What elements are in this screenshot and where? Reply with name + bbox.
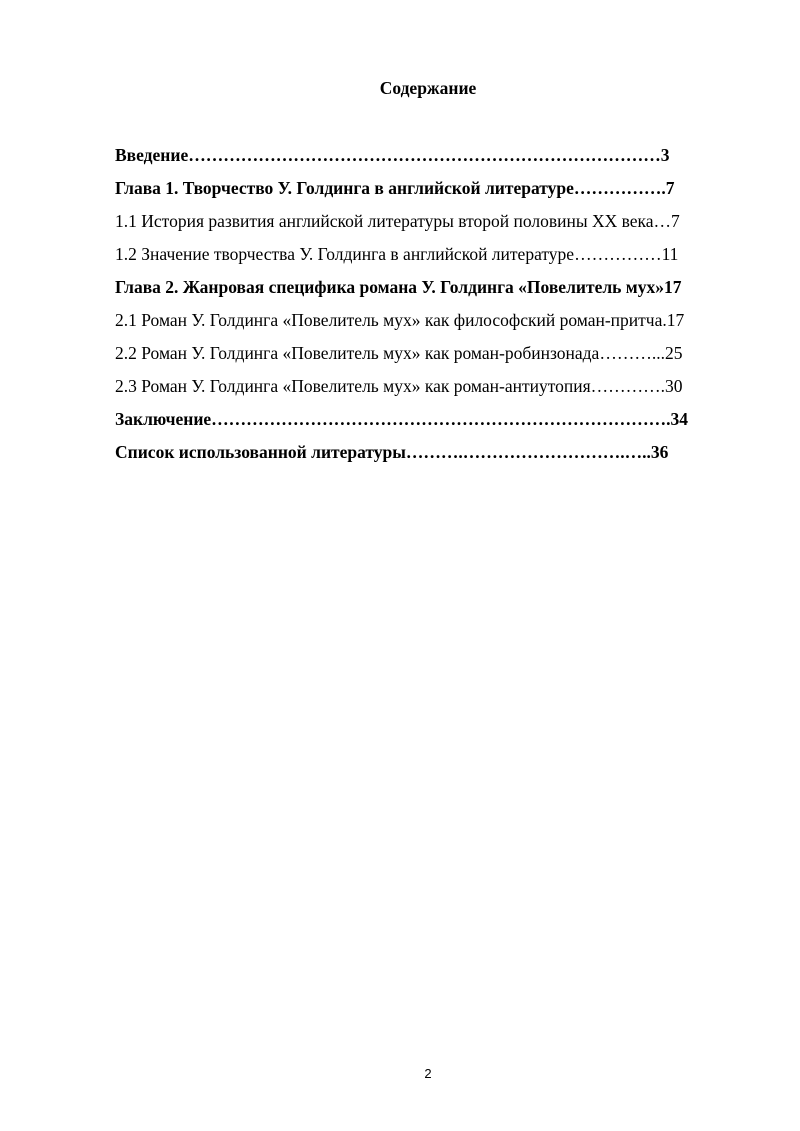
toc-entry-section-1-2[interactable]: 1.2 Значение творчества У. Голдинга в английской литературе……………11	[115, 244, 679, 264]
toc-entry-section-1-1[interactable]: 1.1 История развития английской литературы второй половины XX века…7	[115, 211, 680, 231]
toc-entry-chapter-2[interactable]: Глава 2. Жанровая специфика романа У. Голдинга «Повелитель мух»17	[115, 277, 682, 297]
toc-entry-introduction[interactable]: Введение………………………………………………………………………3	[115, 145, 670, 165]
toc-entry-section-2-2[interactable]: 2.2 Роман У. Голдинга «Повелитель мух» как роман-робинзонада………...25	[115, 343, 683, 363]
page-number: 2	[424, 1066, 432, 1081]
page-title: Содержание	[379, 78, 477, 98]
toc-entry-section-2-3[interactable]: 2.3 Роман У. Голдинга «Повелитель мух» как роман-антиутопия………….30	[115, 376, 683, 396]
toc-entry-conclusion[interactable]: Заключение…………………………………………………………………….34	[115, 409, 689, 429]
toc-entry-bibliography[interactable]: Список использованной литературы……….……………………….…..36	[115, 442, 669, 462]
table-of-contents	[115, 143, 735, 473]
toc-entry-section-2-1[interactable]: 2.1 Роман У. Голдинга «Повелитель мух» как философский роман-притча.17	[115, 310, 685, 330]
toc-entry-chapter-1[interactable]: Глава 1. Творчество У. Голдинга в английской литературе…………….7	[115, 178, 675, 198]
